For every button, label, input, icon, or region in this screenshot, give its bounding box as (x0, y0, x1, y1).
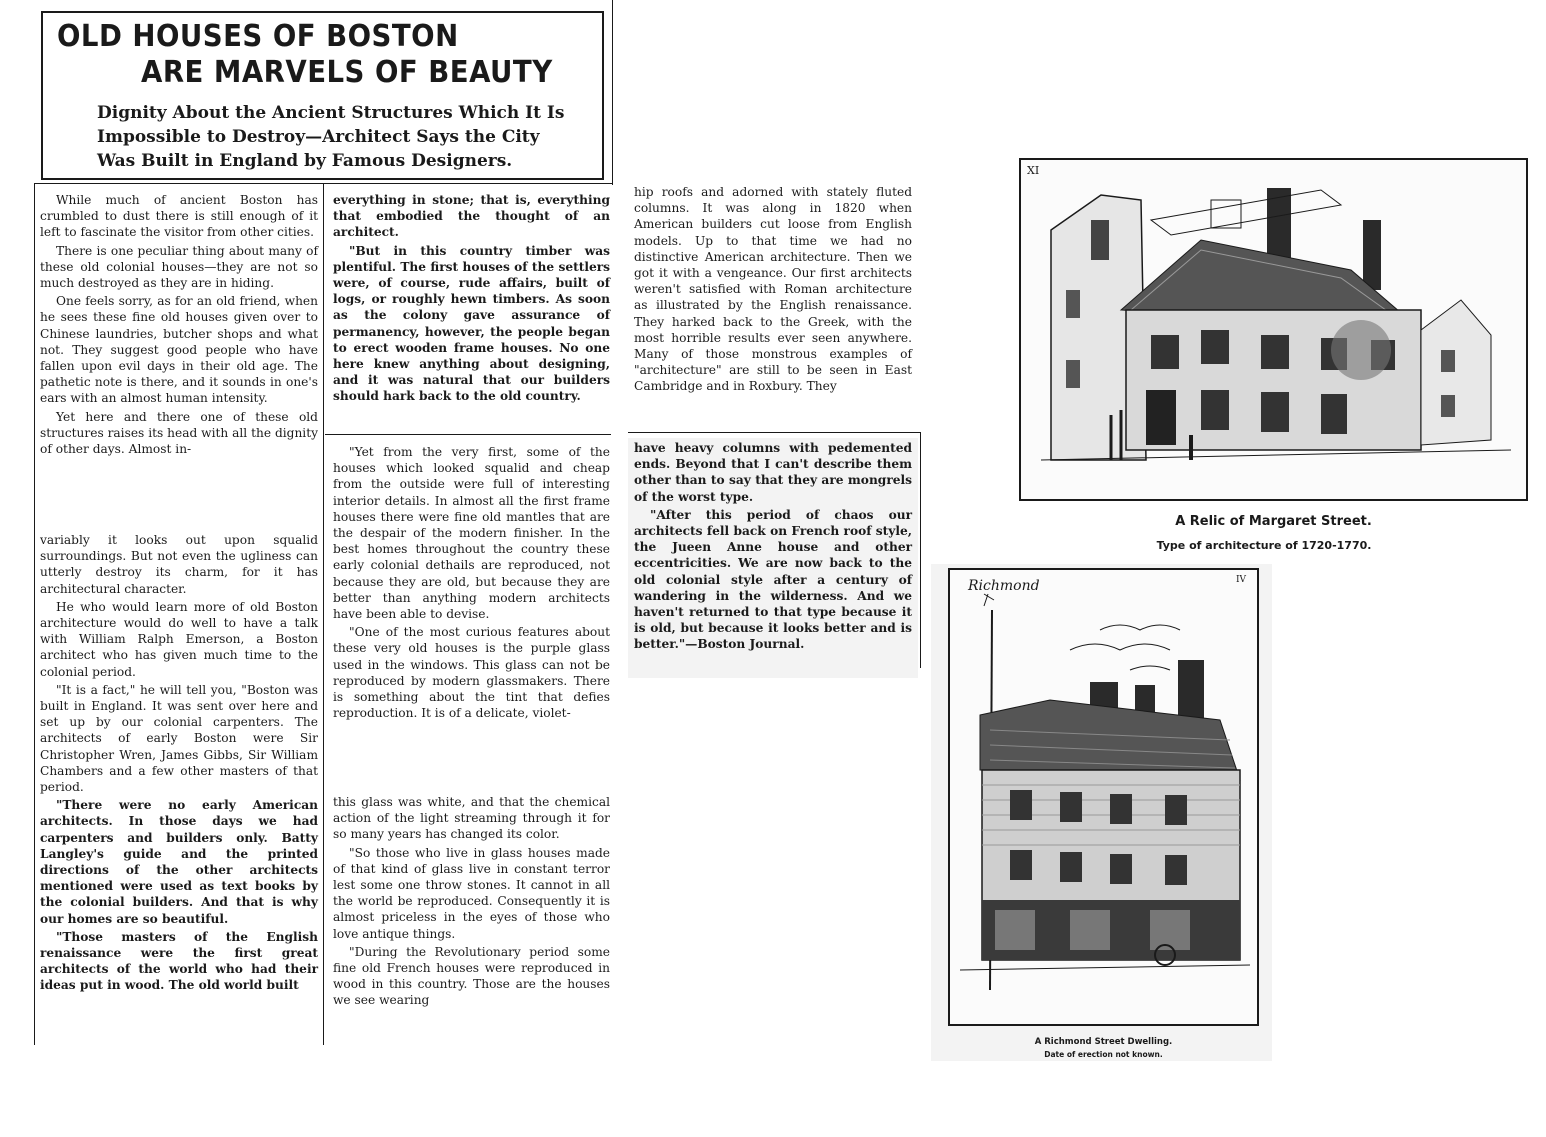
plate-number: IV (1236, 575, 1247, 585)
header-rule-bottom (34, 183, 613, 184)
column-2-top (333, 192, 610, 407)
caption-richmond-street: A Richmond Street Dwelling. (1034, 1037, 1173, 1047)
house-engraving-2 (950, 570, 1257, 1024)
caption-margaret-street: A Relic of Margaret Street. (1175, 514, 1372, 529)
headline-line-1: OLD HOUSES OF BOSTON (57, 19, 459, 54)
paragraph: "During the Revolutionary period some fine old French houses were reproduced in wood in this country. Those are the houses we see wearing (333, 944, 610, 1008)
headline-deck: Dignity About the Ancient Structures Which It Is Impossible to Destroy—Architect Says the City Was Built in England by Famous Designers. (97, 103, 565, 171)
column-1-top (40, 192, 318, 459)
house-engraving-1 (1021, 160, 1526, 499)
paragraph: Yet here and there one of these old structures raises its head with all the dignity of other days. Almost in- (40, 409, 318, 457)
column-3-bottom (628, 438, 918, 678)
column-2-middle (333, 444, 610, 723)
paragraph: "It is a fact," he will tell you, "Boston was built in England. It was sent over here and set up by our colonial carpenters. The architects of early Boston were Sir Christopher Wren, James Gibbs, Sir William Chambers and a few other masters of that period. (40, 682, 318, 795)
column2-break-rule (325, 434, 611, 435)
paragraph-continued: variably it looks out upon squalid surroundings. But not even the ugliness can utterly destroy its charm, for it has architectural character. (40, 533, 318, 596)
paragraph-continued: everything in stone; that is, everything that embodied the thought of an architect. (333, 193, 610, 240)
column-2-bottom (333, 794, 610, 1011)
paragraph: "But in this country timber was plentiful. The first houses of the settlers were, of course, rude affairs, built of logs, or roughly hewn timbers. As soon as the colony gave assurance of permanency, however, the people began to erect wooden frame houses. No one here knew anything about designing, and it was natural that our builders should hark back to the old country. (333, 243, 610, 404)
paragraph: "Yet from the very first, some of the houses which looked squalid and cheap from the outside were full of interesting interior details. In almost all the first frame houses there were fine old mantles that are the despair of the modern finisher. In the best homes throughout the country these early colonial dethails are reproduced, not because they are old, but because they are better than anything modern architects have been able to devise. (333, 445, 610, 622)
paragraph: "After this period of chaos our architects fell back on French roof style, the Jueen Anne house and other eccentricities. We are now back to the old colonial style after a century of wandering in the wilderness. And we haven't returned to that type because it is old, but because it looks better and is better."—Boston Journal. (634, 507, 912, 652)
paragraph: He who would learn more of old Boston architecture would do well to have a talk with William Ralph Emerson, a Boston architect who has given much time to the colonial period. (40, 599, 318, 679)
paragraph: "So those who live in glass houses made of that kind of glass live in constant terror lest some one throw stones. It cannot in all the world be reproduced. Consequently it is almost priceless in the eyes of those who love antique things. (333, 845, 610, 941)
sign-text: Richmond (968, 578, 1040, 594)
column-rule-left (34, 183, 35, 1045)
paragraph: While much of ancient Boston has crumbled to dust there is still enough of it left to fascinate the visitor from other cities. (40, 193, 318, 240)
paragraph: "There were no early American architects. In those days we had carpenters and builders only. Batty Langley's guide and the printed directions of the other architects mentioned were used as text books by the colonial builders. And that is why our homes are so beautiful. (40, 798, 318, 926)
illustration-richmond-street (948, 568, 1259, 1026)
column-rule-header-right (612, 0, 613, 185)
paragraph: There is one peculiar thing about many of these old colonial houses—they are not so much destroyed as they are in hiding. (40, 243, 318, 291)
plate-number: XI (1027, 164, 1040, 177)
paragraph: "One of the most curious features about these very old houses is the purple glass used in the windows. This glass can not be reproduced by modern glassmakers. There is something about the tint that defies reproduction. It is of a delicate, violet- (333, 625, 610, 721)
paragraph-continued: this glass was white, and that the chemical action of the light streaming through it for so many years has changed its color. (333, 795, 610, 842)
paragraph: "Those masters of the English renaissance were the first great architects of the world who had their ideas put in wood. The old world built (40, 929, 318, 993)
paragraph-continued: hip roofs and adorned with stately fluted columns. It was along in 1820 when American builders cut loose from English models. Up to that time we had no distinctive American architecture. Then we got it with a vengeance. Our first architects weren't satisfied with Roman architecture as illustrated by the English renaissance. They harked back to the Greek, with the most horrible results ever seen anywhere. Many of those monstrous examples of "architecture" are still to be seen in East Cambridge and in Roxbury. They (634, 185, 912, 394)
column-1-bottom (40, 532, 318, 996)
paragraph: One feels sorry, as for an old friend, when he sees these fine old houses given over to Chinese laundries, butcher shops and what not. They suggest good people who have fallen upon evil days in their old age. The pathetic note is there, and it sounds in one's ears with an almost human intensity. (40, 294, 318, 406)
column3-right-rule (920, 432, 921, 668)
column3-break-rule (628, 432, 920, 433)
paragraph-continued: have heavy columns with pedemented ends. Beyond that I can't describe them other than to say that they are mongrels of the worst type. (634, 441, 912, 504)
subcaption-margaret-street: Type of architecture of 1720-1770. (1156, 539, 1372, 552)
headline-box (41, 11, 604, 180)
subcaption-richmond-street: Date of erection not known. (1044, 1050, 1163, 1059)
column-rule-1-2 (323, 183, 324, 1045)
headline-line-2: ARE MARVELS OF BEAUTY (141, 55, 553, 90)
column-3-top (634, 184, 912, 397)
illustration-margaret-street (1019, 158, 1528, 501)
